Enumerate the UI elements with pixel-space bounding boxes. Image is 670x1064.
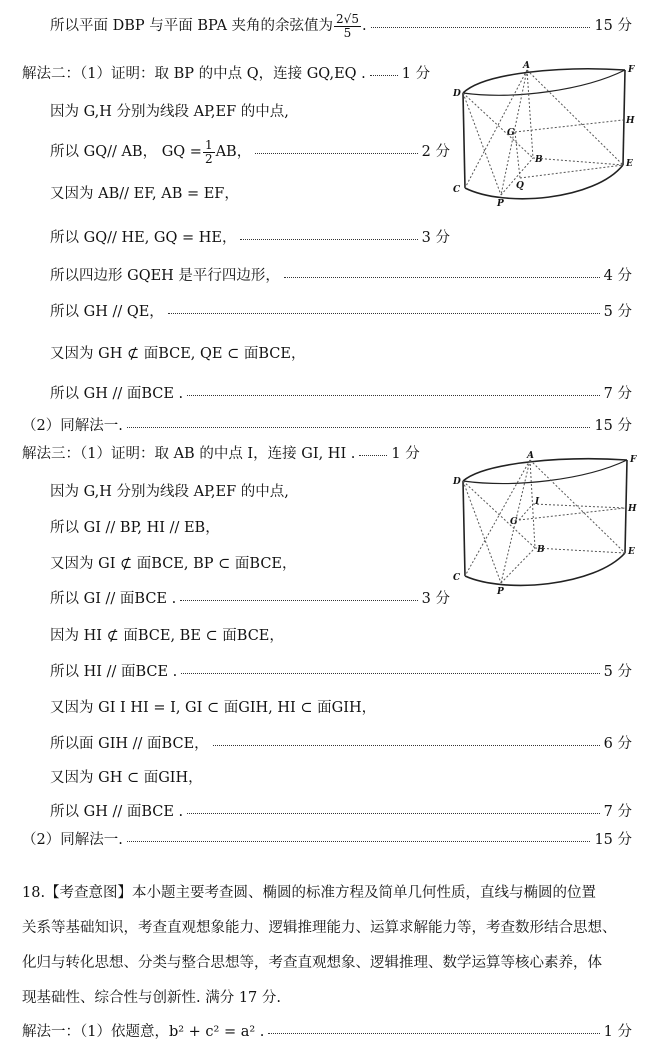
label-I: I <box>535 497 540 507</box>
label-B: B <box>535 155 543 165</box>
label-B: B <box>537 545 545 555</box>
top-arc <box>463 69 625 93</box>
question-18-intent: 18.【考查意图】本小题主要考查圆、椭圆的标准方程及简单几何性质，直线与椭圆的位置 关系等基础知识，考查直观想象能力、逻辑推理能力、运算求解能力等，考查数形结合思想、 化归与转化思想、分类与整合思想等，考查直观想象、逻辑推理、数学运算等核心素养，体 现基础性、综合性与创新性. 满分 17 分. <box>22 885 617 1006</box>
leader-dots <box>187 813 600 814</box>
line-8: 所以 GH // QE， 5 分 <box>50 304 632 320</box>
line-18: 所以 HI // 面BCE . 5 分 <box>50 664 632 680</box>
line-1: 所以平面 DBP 与平面 BPA 夹角的余弦值为 $\frac{2√5}{5}$ . 15 分 <box>50 11 632 40</box>
label-H: H <box>626 116 635 126</box>
line-12: 解法三：（1）证明：取 AB 的中点 I，连接 GI, HI . 1 分 <box>22 446 420 462</box>
leader-dots <box>371 27 591 28</box>
leader-dots <box>268 1033 599 1034</box>
leader-dots <box>187 395 600 396</box>
leader-dots <box>359 455 387 456</box>
label-C: C <box>453 185 461 195</box>
line-3: 因为 G,H 分别为线段 AP,EF 的中点, <box>50 104 289 120</box>
label-G: G <box>510 517 518 527</box>
label-E: E <box>628 547 635 557</box>
leader-dots <box>127 427 591 428</box>
fraction: $\frac{1}{2}$ <box>204 137 213 166</box>
leader-dots <box>240 239 417 240</box>
line-6: 所以 GQ// HE, GQ = HE， 3 分 <box>50 230 450 246</box>
line-17: 因为 HI ⊄ 面BCE, BE ⊂ 面BCE， <box>50 628 284 644</box>
label-Q: Q <box>516 181 524 191</box>
label-G: G <box>507 128 515 138</box>
label-F: F <box>628 65 635 75</box>
line-4: 所以 GQ// AB， GQ = $\frac{1}{2}$ AB， 2 分 <box>50 137 450 166</box>
line-9: 又因为 GH ⊄ 面BCE, QE ⊂ 面BCE， <box>50 346 306 362</box>
line-2: 解法二：（1）证明：取 BP 的中点 Q，连接 GQ,EQ . 1 分 <box>22 66 431 82</box>
label-A: A <box>527 451 534 461</box>
line-last: 解法一：（1）依题意，b² + c² = a² . 1 分 <box>22 1024 632 1040</box>
label-H: H <box>628 504 637 514</box>
line-11: （2）同解法一. 15 分 <box>22 418 632 434</box>
leader-dots <box>370 75 398 76</box>
label-E: E <box>626 159 633 169</box>
leader-dots <box>213 745 600 746</box>
score: 15 分 <box>594 18 632 34</box>
label-F: F <box>630 455 637 465</box>
line-14: 所以 GI // BP, HI // EB， <box>50 520 220 536</box>
line-7: 所以四边形 GQEH 是平行四边形， 4 分 <box>50 268 632 284</box>
line-20: 所以面 GIH // 面BCE， 6 分 <box>50 736 632 752</box>
label-C: C <box>453 573 461 583</box>
label-D: D <box>453 477 461 487</box>
label-D: D <box>453 89 461 99</box>
label-P: P <box>497 587 504 597</box>
line-13: 因为 G,H 分别为线段 AP,EF 的中点, <box>50 484 289 500</box>
leader-dots <box>255 153 417 154</box>
line-16: 所以 GI // 面BCE . 3 分 <box>50 591 450 607</box>
leader-dots <box>180 600 417 601</box>
bottom-arc <box>465 165 623 199</box>
leader-dots <box>181 673 599 674</box>
label-A: A <box>523 61 530 71</box>
geometry-figure-2 <box>445 448 645 598</box>
leader-dots <box>284 277 600 278</box>
fraction: $\frac{2√5}{5}$ <box>336 11 359 40</box>
leader-dots <box>127 841 591 842</box>
line-5: 又因为 AB// EF, AB = EF， <box>50 186 239 202</box>
line-15: 又因为 GI ⊄ 面BCE, BP ⊂ 面BCE， <box>50 556 297 572</box>
line-21: 又因为 GH ⊂ 面GIH， <box>50 770 203 786</box>
line-10: 所以 GH // 面BCE . 7 分 <box>50 386 632 402</box>
leader-dots <box>168 313 600 314</box>
line-19: 又因为 GI I HI = I, GI ⊂ 面GIH, HI ⊂ 面GIH， <box>50 700 377 716</box>
line-22: 所以 GH // 面BCE . 7 分 <box>50 804 632 820</box>
geometry-figure-1 <box>445 60 645 210</box>
line-23: （2）同解法一. 15 分 <box>22 832 632 848</box>
label-P: P <box>497 199 504 209</box>
